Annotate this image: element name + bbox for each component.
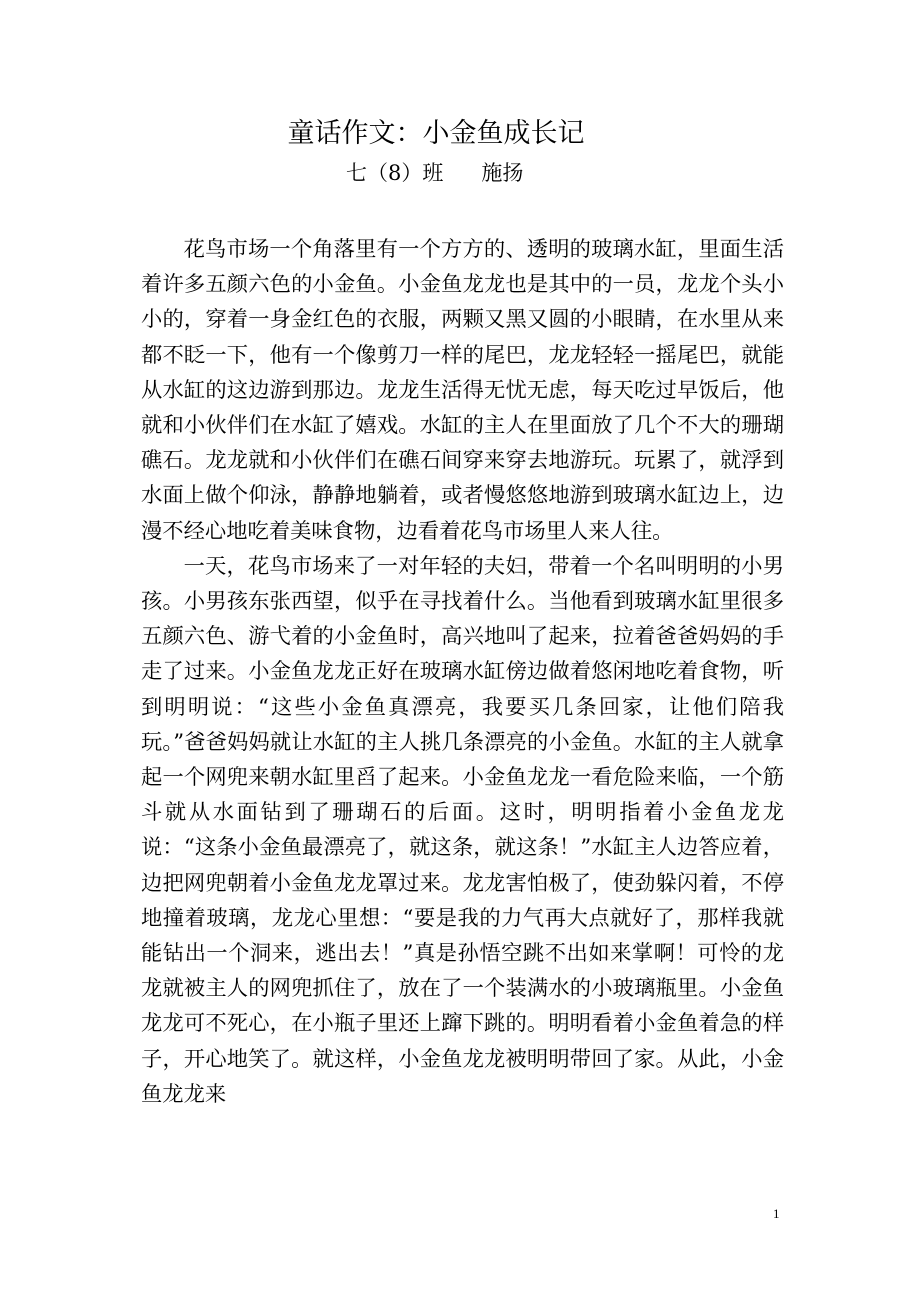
author-byline xyxy=(346,156,523,190)
paragraph-2: 一天，花鸟市场来了一对年轻的夫妇，带着一个名叫明明的小男孩。小男孩东张西望，似乎在寻找着什么。当他看到玻璃水缸里很多五颜六色、游弋着的小金鱼时，高兴地叫了起来，拉着爸爸妈妈的手走了过来。小金鱼龙龙正好在玻璃水缸傍边做着悠闲地吃着食物，听到明明说：“这些小金鱼真漂亮，我要买几条回家，让他们陪我玩。”爸爸妈妈就让水缸的主人挑几条漂亮的小金鱼。水缸的主人就拿起一个网兜来朝水缸里舀了起来。小金鱼龙龙一看危险来临，一个筋斗就从水面钻到了珊瑚石的后面。这时，明明指着小金鱼龙龙说：“这条小金鱼最漂亮了，就这条，就这条！”水缸主人边答应着，边把网兜朝着小金鱼龙龙罩过来。龙龙害怕极了，使劲躲闪着，不停地撞着玻璃，龙龙心里想：“要是我的力气再大点就好了，那样我就能钻出一个洞来，逃出去！”真是孙悟空跳不出如来掌啊！可怜的龙龙就被主人的网兜抓住了，放在了一个装满水的小玻璃瓶里。小金鱼龙龙可不死心，在小瓶子里还上蹿下跳的。明明看着小金鱼着急的样子，开心地笑了。就这样，小金鱼龙龙被明明带回了家。从此，小金鱼龙龙来 xyxy=(141,553,784,1107)
author-name: 施扬 xyxy=(481,161,524,185)
paragraph-1: 花鸟市场一个角落里有一个方方的、透明的玻璃水缸，里面生活着许多五颜六色的小金鱼。小金鱼龙龙也是其中的一员，龙龙个头小小的，穿着一身金红色的衣服，两颗又黑又圆的小眼睛，在水里从来都不眨一下，他有一个像剪刀一样的尾巴，龙龙轻轻一摇尾巴，就能从水缸的这边游到那边。龙龙生活得无忧无虑，每天吃过早饭后，他就和小伙伴们在水缸了嬉戏。水缸的主人在里面放了几个不大的珊瑚礁石。龙龙就和小伙伴们在礁石间穿来穿去地游玩。玩累了，就浮到水面上做个仰泳，静静地躺着，或者慢悠悠地游到玻璃水缸边上，边漫不经心地吃着美味食物，边看着花鸟市场里人来人往。 xyxy=(141,237,784,544)
class-name: 七（8）班 xyxy=(346,161,444,185)
document-title: 童话作文：小金鱼成长记 xyxy=(287,118,585,149)
document-body xyxy=(141,232,784,1112)
page-number: 1 xyxy=(773,1206,780,1221)
